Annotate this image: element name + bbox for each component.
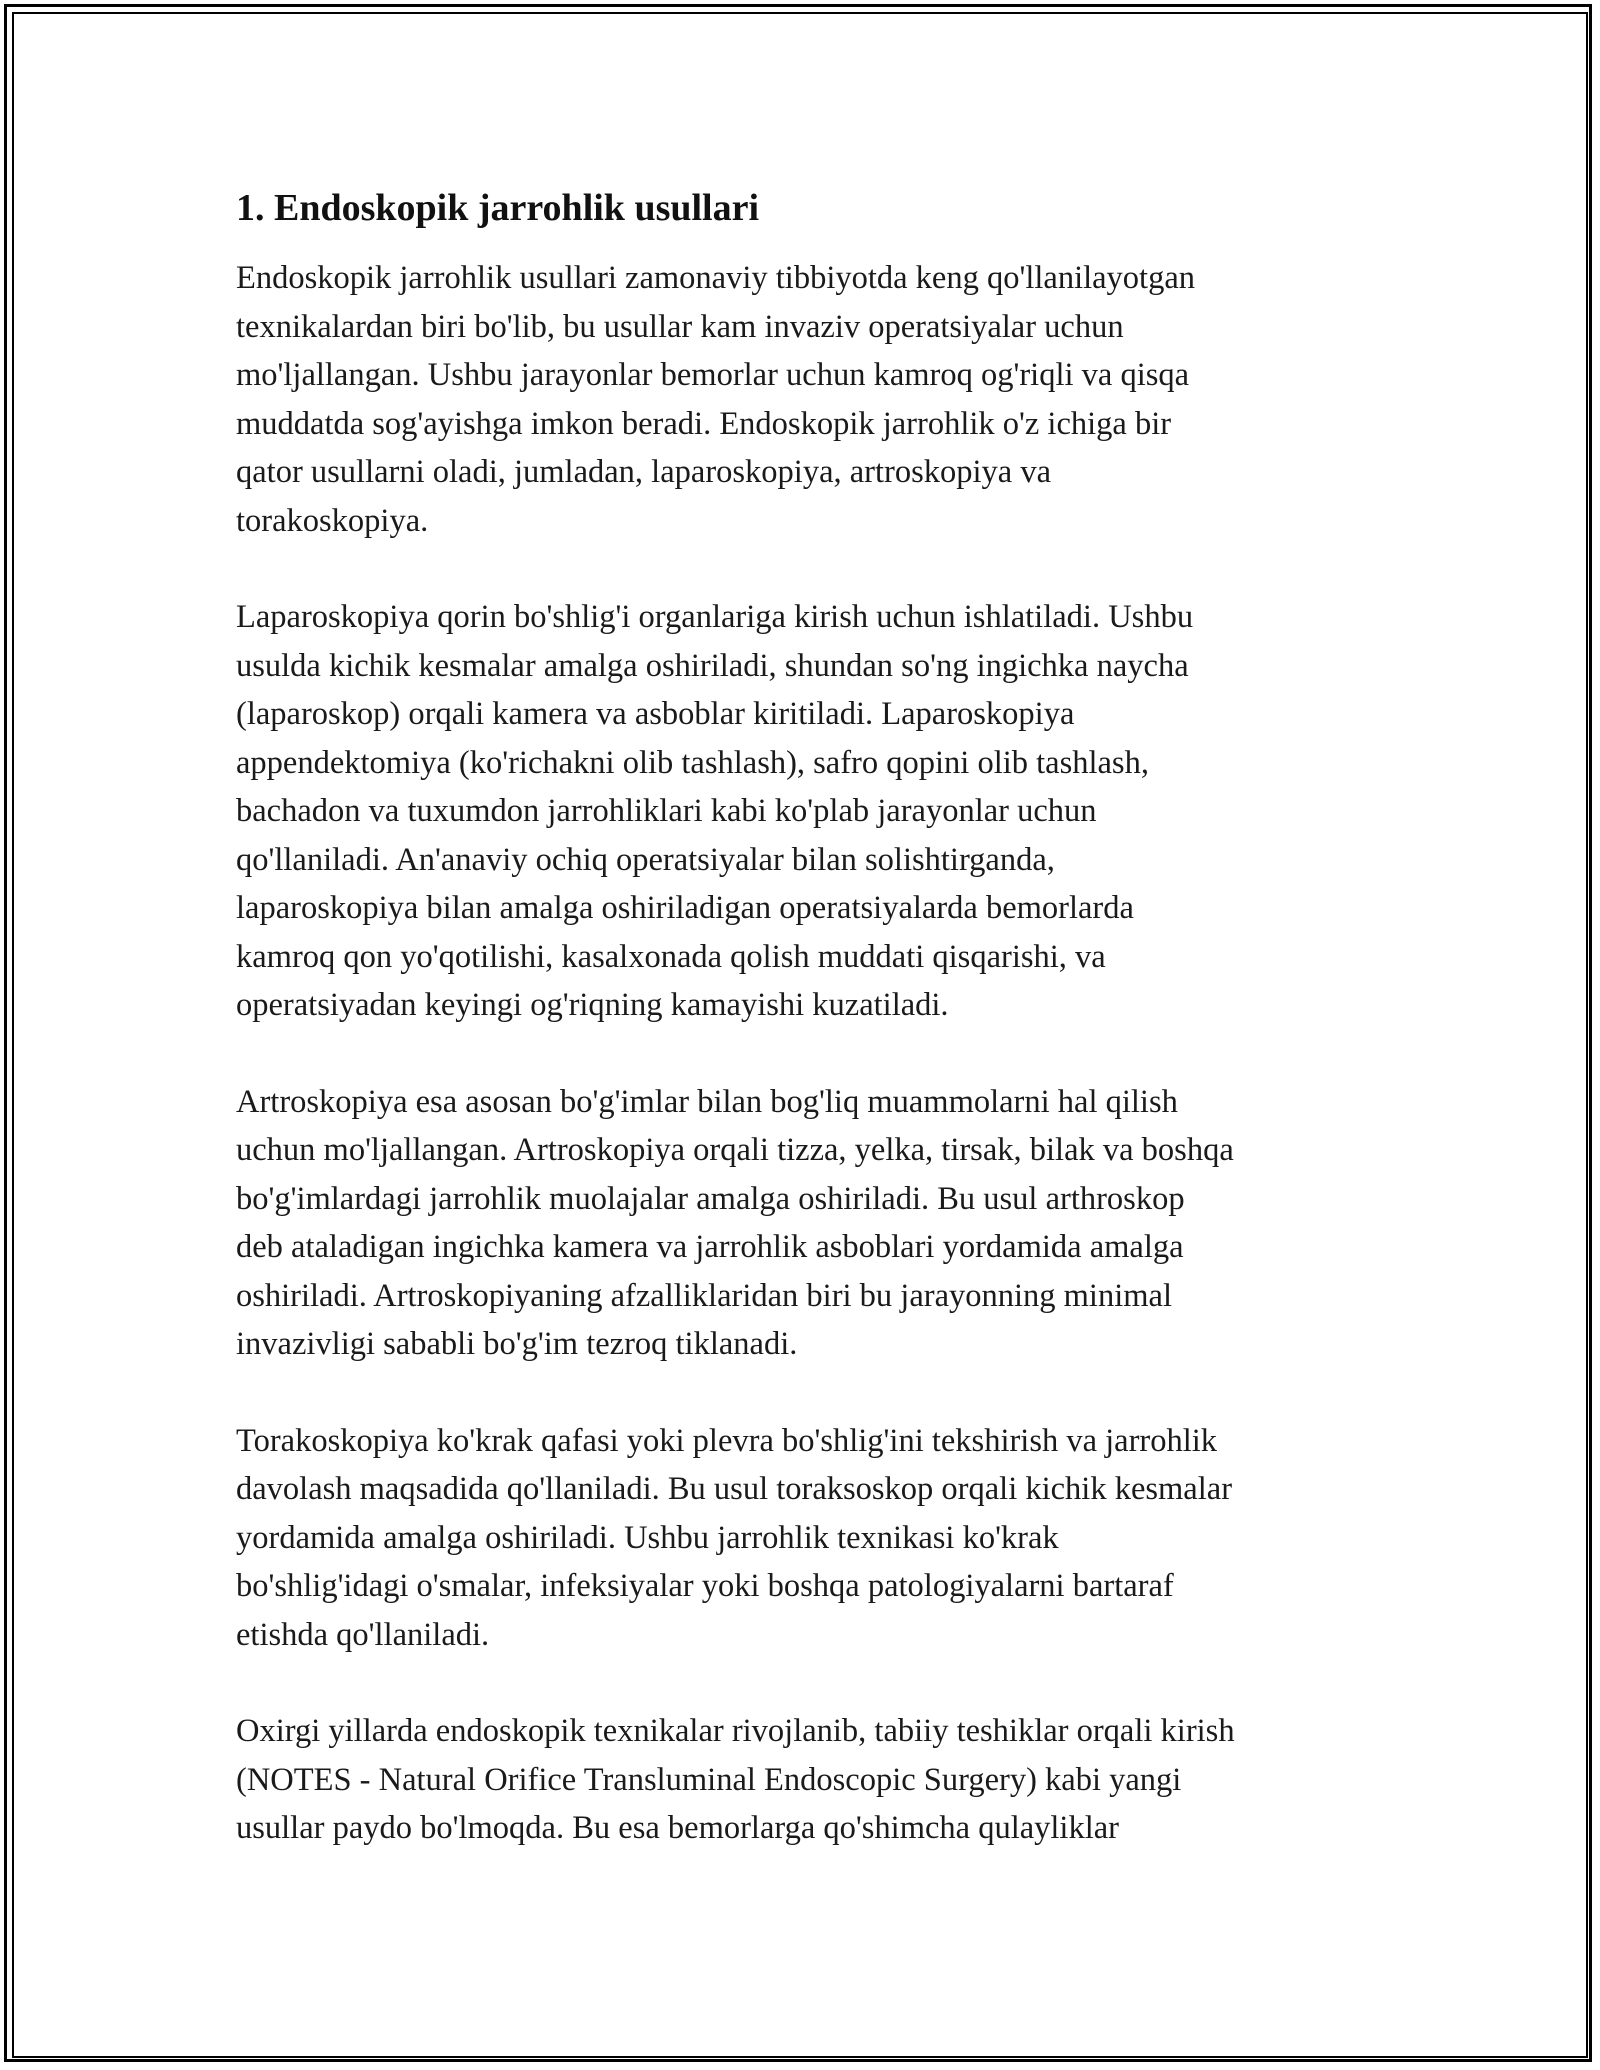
section-heading: 1. Endoskopik jarrohlik usullari [236, 187, 760, 229]
text-line: qator usullarni oladi, jumladan, laparoskopiya, artroskopiya va [236, 454, 1051, 490]
text-line: appendektomiya (ko'richakni olib tashlash), safro qopini olib tashlash, [236, 744, 1149, 781]
text-line: Endoskopik jarrohlik usullari zamonaviy tibbiyotda keng qo'llanilayotgan [236, 260, 1196, 296]
text-line: oshiriladi. Artroskopiyaning afzalliklaridan biri bu jarayonning minimal [236, 1277, 1172, 1314]
text-line: Oxirgi yillarda endoskopik texnikalar rivojlanib, tabiiy teshiklar orqali kirish [236, 1713, 1235, 1749]
text-line: muddatda sog'ayishga imkon beradi. Endoskopik jarrohlik o'z ichiga bir [236, 405, 1172, 442]
text-line: Artroskopiya esa asosan bo'g'imlar bilan bog'liq muammolarni hal qilish [236, 1083, 1178, 1120]
text-line: bo'g'imlardagi jarrohlik muolajalar amalga oshiriladi. Bu usul arthroskop [236, 1180, 1185, 1217]
text-line: (laparoskop) orqali kamera va asboblar kiritiladi. Laparoskopiya [236, 696, 1075, 732]
text-line: bachadon va tuxumdon jarrohliklari kabi ko'plab jarayonlar uchun [236, 793, 1097, 829]
text-line: bo'shlig'idagi o'smalar, infeksiyalar yoki boshqa patologiyalarni bartaraf [236, 1568, 1174, 1604]
text-line: yordamida amalga oshiriladi. Ushbu jarrohlik texnikasi ko'krak [236, 1519, 1059, 1556]
text-line: invazivligi sababli bo'g'im tezroq tiklanadi. [236, 1326, 798, 1362]
text-line: usullar paydo bo'lmoqda. Bu esa bemorlarga qo'shimcha qulayliklar [236, 1810, 1119, 1846]
document-body [236, 184, 1376, 1901]
text-line: deb ataladigan ingichka kamera va jarrohlik asboblari yordamida amalga [236, 1229, 1184, 1265]
paragraph-thoracoscopy [236, 1417, 1376, 1660]
paragraph-laparoscopy [236, 593, 1376, 1030]
paragraph-notes [236, 1707, 1376, 1853]
text-line: operatsiyadan keyingi og'riqning kamayishi kuzatiladi. [236, 987, 949, 1023]
text-line: qo'llaniladi. An'anaviy ochiq operatsiyalar bilan solishtirganda, [236, 841, 1055, 878]
text-line: texnikalardan biri bo'lib, bu usullar kam invaziv operatsiyalar uchun [236, 308, 1124, 345]
text-line: Torakoskopiya ko'krak qafasi yoki plevra bo'shlig'ini tekshirish va jarrohlik [236, 1422, 1218, 1459]
text-line: Laparoskopiya qorin bo'shlig'i organlariga kirish uchun ishlatiladi. Ushbu [236, 599, 1194, 635]
text-line: laparoskopiya bilan amalga oshiriladigan operatsiyalarda bemorlarda [236, 890, 1134, 926]
text-line: etishda qo'llaniladi. [236, 1616, 490, 1653]
text-line: usulda kichik kesmalar amalga oshiriladi, shundan so'ng ingichka naycha [236, 647, 1189, 684]
text-line: kamroq qon yo'qotilishi, kasalxonada qolish muddati qisqarishi, va [236, 938, 1106, 975]
text-line: torakoskopiya. [236, 502, 429, 539]
text-line: uchun mo'ljallangan. Artroskopiya orqali tizza, yelka, tirsak, bilak va boshqa [236, 1132, 1234, 1168]
paragraph-intro [236, 254, 1376, 545]
text-line: davolash maqsadida qo'llaniladi. Bu usul toraksoskop orqali kichik kesmalar [236, 1471, 1233, 1507]
text-line: (NOTES - Natural Orifice Transluminal Endoscopic Surgery) kabi yangi [236, 1761, 1182, 1798]
paragraph-arthroscopy [236, 1078, 1376, 1369]
text-line: mo'ljallangan. Ushbu jarayonlar bemorlar uchun kamroq og'riqli va qisqa [236, 357, 1190, 393]
